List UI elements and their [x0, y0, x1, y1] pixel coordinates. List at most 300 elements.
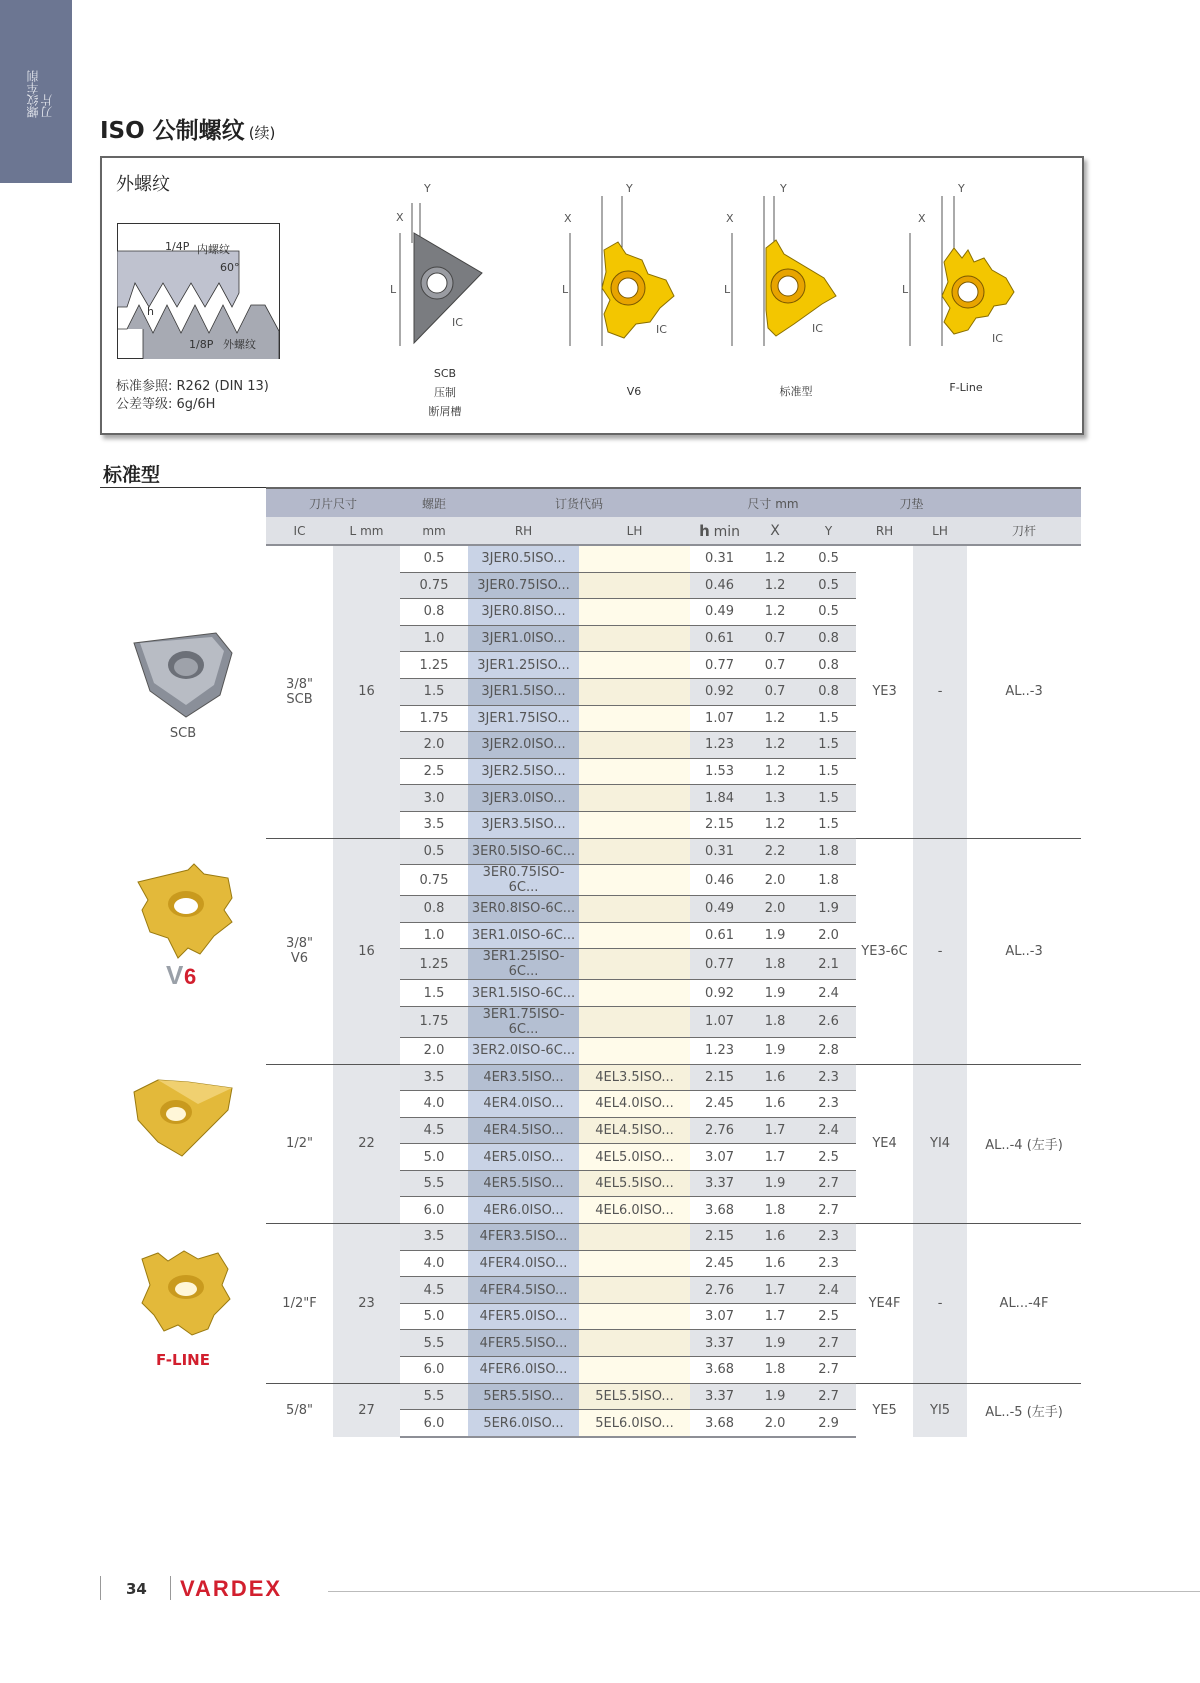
section-title: 标准型 [103, 464, 161, 486]
v6-insert-photo-icon [128, 862, 238, 987]
cell-x: 1.2 [749, 599, 801, 626]
product-label-fline: F-LINE [156, 1351, 210, 1369]
cell-lh-code [579, 1037, 690, 1064]
cell-rh-code: 3ER0.5ISO-6C... [468, 838, 579, 865]
cell-x: 1.9 [749, 1330, 801, 1357]
col-rh: RH [468, 517, 579, 545]
cell-pitch: 1.25 [400, 652, 468, 679]
cell-y: 0.5 [801, 572, 856, 599]
cell-pitch: 4.5 [400, 1277, 468, 1304]
cell-shim-lh: - [913, 1224, 967, 1384]
cell-pitch: 5.5 [400, 1330, 468, 1357]
svg-text:Y: Y [424, 182, 431, 195]
cell-pitch: 3.5 [400, 1064, 468, 1091]
cell-ic: 1/2" [266, 1064, 333, 1224]
cell-hmin: 1.84 [690, 785, 749, 812]
cell-hmin: 0.49 [690, 599, 749, 626]
cell-x: 1.6 [749, 1091, 801, 1118]
cell-y: 1.5 [801, 785, 856, 812]
cell-hmin: 3.68 [690, 1410, 749, 1437]
cell-pitch: 0.75 [400, 572, 468, 599]
cell-y: 2.4 [801, 1117, 856, 1144]
cell-lh-code [579, 732, 690, 759]
insert-drawing-v6 [562, 178, 702, 398]
cell-x: 1.6 [749, 1224, 801, 1251]
cell-y: 2.7 [801, 1330, 856, 1357]
cell-x: 1.9 [749, 1383, 801, 1410]
svg-text:IC: IC [812, 322, 823, 335]
cell-x: 1.9 [749, 922, 801, 949]
table-row [266, 1064, 1081, 1091]
table-row [266, 545, 1081, 572]
cell-rh-code: 3JER0.5ISO... [468, 545, 579, 572]
cell-hmin: 2.76 [690, 1277, 749, 1304]
col-l: L mm [333, 517, 400, 545]
cell-rh-code: 4ER5.0ISO... [468, 1144, 579, 1171]
cell-pitch: 1.0 [400, 625, 468, 652]
cell-x: 1.8 [749, 949, 801, 980]
cell-lh-code: 4EL4.5ISO... [579, 1117, 690, 1144]
col-shim-rh: RH [856, 517, 913, 545]
cell-ic: 3/8" SCB [266, 545, 333, 838]
cell-hmin: 3.68 [690, 1197, 749, 1224]
insert-caption-scb: SCB 压制 断屑槽 [428, 367, 462, 418]
fline-insert-photo-icon [128, 1245, 238, 1345]
cell-rh-code: 4FER5.5ISO... [468, 1330, 579, 1357]
cell-y: 2.3 [801, 1064, 856, 1091]
cell-pitch: 1.0 [400, 922, 468, 949]
cell-y: 2.8 [801, 1037, 856, 1064]
cell-x: 2.0 [749, 896, 801, 923]
cell-holder: AL...-4F [967, 1224, 1081, 1384]
cell-y: 2.7 [801, 1357, 856, 1384]
cell-shim-lh: YI5 [913, 1383, 967, 1437]
cell-rh-code: 3ER2.0ISO-6C... [468, 1037, 579, 1064]
svg-text:外螺纹: 外螺纹 [223, 338, 256, 351]
cell-l: 23 [333, 1224, 400, 1384]
svg-text:X: X [918, 212, 926, 225]
cell-x: 1.2 [749, 758, 801, 785]
cell-pitch: 2.5 [400, 758, 468, 785]
specs-table [266, 487, 1081, 1438]
svg-text:Y: Y [780, 182, 787, 195]
cell-hmin: 1.07 [690, 1006, 749, 1037]
cell-pitch: 6.0 [400, 1410, 468, 1437]
cell-pitch: 6.0 [400, 1197, 468, 1224]
cell-hmin: 1.23 [690, 1037, 749, 1064]
cell-x: 2.0 [749, 865, 801, 896]
cell-y: 1.9 [801, 896, 856, 923]
cell-lh-code [579, 1224, 690, 1251]
cell-hmin: 0.61 [690, 625, 749, 652]
cell-ic: 5/8" [266, 1383, 333, 1437]
svg-text:60°: 60° [220, 261, 240, 274]
cell-hmin: 3.37 [690, 1170, 749, 1197]
col-holder: 刀杆 [967, 517, 1081, 545]
cell-lh-code [579, 1277, 690, 1304]
cell-hmin: 0.46 [690, 572, 749, 599]
cell-y: 2.7 [801, 1383, 856, 1410]
cell-y: 2.7 [801, 1170, 856, 1197]
cell-lh-code [579, 1303, 690, 1330]
cell-x: 1.9 [749, 980, 801, 1007]
cell-pitch: 6.0 [400, 1357, 468, 1384]
cell-shim-rh: YE5 [856, 1383, 913, 1437]
cell-hmin: 2.15 [690, 811, 749, 838]
cell-y: 2.5 [801, 1144, 856, 1171]
cell-pitch: 4.0 [400, 1250, 468, 1277]
cell-hmin: 0.46 [690, 865, 749, 896]
cell-y: 0.5 [801, 545, 856, 572]
cell-rh-code: 3JER2.0ISO... [468, 732, 579, 759]
cell-hmin: 2.45 [690, 1250, 749, 1277]
cell-hmin: 0.92 [690, 980, 749, 1007]
cell-rh-code: 3ER1.5ISO-6C... [468, 980, 579, 1007]
cell-lh-code: 4EL5.5ISO... [579, 1170, 690, 1197]
header-shim: 刀垫 [856, 488, 967, 517]
cell-rh-code: 4ER4.0ISO... [468, 1091, 579, 1118]
v6-insert-icon [562, 178, 702, 348]
side-tab-label: 螺纹车削 刀片 [26, 70, 54, 118]
product-image-scb [118, 625, 248, 741]
svg-text:L: L [724, 283, 731, 296]
info-box-title: 外螺纹 [116, 174, 170, 195]
cell-y: 2.7 [801, 1197, 856, 1224]
cell-pitch: 0.75 [400, 865, 468, 896]
cell-lh-code [579, 838, 690, 865]
svg-text:V: V [166, 960, 184, 987]
scb-insert-icon [390, 178, 500, 348]
cell-lh-code [579, 1006, 690, 1037]
cell-y: 2.4 [801, 980, 856, 1007]
cell-lh-code: 5EL5.5ISO... [579, 1383, 690, 1410]
cell-y: 1.5 [801, 732, 856, 759]
cell-lh-code [579, 922, 690, 949]
cell-rh-code: 4ER6.0ISO... [468, 1197, 579, 1224]
cell-hmin: 0.77 [690, 652, 749, 679]
cell-y: 2.3 [801, 1250, 856, 1277]
svg-text:6: 6 [184, 964, 197, 987]
col-hmin: h min [690, 517, 749, 545]
svg-text:L: L [902, 283, 909, 296]
cell-pitch: 2.0 [400, 732, 468, 759]
cell-lh-code [579, 545, 690, 572]
cell-y: 1.5 [801, 758, 856, 785]
cell-hmin: 3.68 [690, 1357, 749, 1384]
cell-x: 1.7 [749, 1144, 801, 1171]
svg-text:IC: IC [452, 316, 463, 329]
cell-x: 1.2 [749, 705, 801, 732]
header-dimensions: 尺寸 mm [690, 488, 856, 517]
cell-pitch: 5.0 [400, 1303, 468, 1330]
cell-rh-code: 3JER0.8ISO... [468, 599, 579, 626]
cell-rh-code: 3JER3.0ISO... [468, 785, 579, 812]
cell-rh-code: 5ER6.0ISO... [468, 1410, 579, 1437]
cell-rh-code: 5ER5.5ISO... [468, 1383, 579, 1410]
cell-y: 2.9 [801, 1410, 856, 1437]
svg-text:L: L [562, 283, 569, 296]
product-image-fline [118, 1245, 248, 1369]
cell-shim-rh: YE4 [856, 1064, 913, 1224]
insert-caption-fline: F-Line [949, 381, 983, 394]
cell-rh-code: 3ER0.75ISO-6C... [468, 865, 579, 896]
svg-text:内螺纹: 内螺纹 [197, 243, 230, 256]
cell-y: 2.4 [801, 1277, 856, 1304]
cell-y: 1.5 [801, 705, 856, 732]
cell-rh-code: 3JER1.5ISO... [468, 678, 579, 705]
product-image-v6 [118, 862, 248, 991]
insert-drawing-scb [390, 178, 500, 418]
cell-x: 2.2 [749, 838, 801, 865]
cell-pitch: 1.5 [400, 980, 468, 1007]
cell-rh-code: 3JER1.25ISO... [468, 652, 579, 679]
cell-ic: 3/8" V6 [266, 838, 333, 1064]
cell-hmin: 3.37 [690, 1330, 749, 1357]
cell-y: 2.1 [801, 949, 856, 980]
cell-x: 1.7 [749, 1303, 801, 1330]
cell-pitch: 0.5 [400, 545, 468, 572]
cell-l: 22 [333, 1064, 400, 1224]
cell-y: 0.8 [801, 652, 856, 679]
cell-lh-code [579, 572, 690, 599]
header-blank [967, 488, 1081, 517]
table-body [266, 545, 1081, 1437]
cell-hmin: 3.37 [690, 1383, 749, 1410]
cell-pitch: 1.75 [400, 705, 468, 732]
cell-lh-code [579, 980, 690, 1007]
cell-x: 2.0 [749, 1410, 801, 1437]
cell-lh-code: 5EL6.0ISO... [579, 1410, 690, 1437]
cell-holder: AL..-4 (左手) [967, 1064, 1081, 1224]
cell-lh-code [579, 652, 690, 679]
cell-x: 0.7 [749, 678, 801, 705]
header-pitch: 螺距 [400, 488, 468, 517]
table-column-header-row [266, 517, 1081, 545]
section-divider [100, 487, 266, 488]
cell-rh-code: 4ER5.5ISO... [468, 1170, 579, 1197]
cell-rh-code: 3JER2.5ISO... [468, 758, 579, 785]
cell-x: 1.9 [749, 1170, 801, 1197]
cell-pitch: 3.5 [400, 1224, 468, 1251]
cell-x: 1.3 [749, 785, 801, 812]
cell-lh-code [579, 896, 690, 923]
cell-pitch: 1.5 [400, 678, 468, 705]
footer-divider [100, 1576, 101, 1600]
cell-shim-rh: YE3-6C [856, 838, 913, 1064]
cell-pitch: 4.5 [400, 1117, 468, 1144]
cell-l: 27 [333, 1383, 400, 1437]
col-ic: IC [266, 517, 333, 545]
cell-lh-code: 4EL4.0ISO... [579, 1091, 690, 1118]
cell-rh-code: 3JER1.75ISO... [468, 705, 579, 732]
cell-holder: AL..-3 [967, 545, 1081, 838]
cell-ic: 1/2"F [266, 1224, 333, 1384]
cell-pitch: 0.8 [400, 896, 468, 923]
cell-rh-code: 4FER4.0ISO... [468, 1250, 579, 1277]
cell-y: 2.0 [801, 922, 856, 949]
brand-logo: VARDEX [180, 1576, 283, 1601]
cell-rh-code: 4FER4.5ISO... [468, 1277, 579, 1304]
cell-y: 0.5 [801, 599, 856, 626]
cell-x: 0.7 [749, 625, 801, 652]
table-row [266, 838, 1081, 865]
cell-hmin: 2.76 [690, 1117, 749, 1144]
cell-pitch: 1.25 [400, 949, 468, 980]
cell-lh-code [579, 625, 690, 652]
cell-lh-code [579, 1330, 690, 1357]
cell-rh-code: 4FER6.0ISO... [468, 1357, 579, 1384]
cell-hmin: 3.07 [690, 1144, 749, 1171]
standard-reference: 标准参照: R262 (DIN 13) 公差等级: 6g/6H [116, 379, 269, 412]
cell-lh-code [579, 1250, 690, 1277]
cell-lh-code: 4EL5.0ISO... [579, 1144, 690, 1171]
cell-y: 1.8 [801, 838, 856, 865]
header-insert-size: 刀片尺寸 [266, 488, 400, 517]
cell-x: 1.2 [749, 545, 801, 572]
cell-hmin: 0.61 [690, 922, 749, 949]
cell-rh-code: 4FER5.0ISO... [468, 1303, 579, 1330]
cell-pitch: 5.0 [400, 1144, 468, 1171]
cell-holder: AL..-3 [967, 838, 1081, 1064]
cell-rh-code: 3ER1.0ISO-6C... [468, 922, 579, 949]
cell-rh-code: 3JER1.0ISO... [468, 625, 579, 652]
svg-text:Y: Y [626, 182, 633, 195]
cell-hmin: 3.07 [690, 1303, 749, 1330]
cell-pitch: 0.8 [400, 599, 468, 626]
col-lh: LH [579, 517, 690, 545]
cell-l: 16 [333, 838, 400, 1064]
thread-profile-diagram [117, 223, 280, 359]
cell-lh-code: 4EL6.0ISO... [579, 1197, 690, 1224]
cell-rh-code: 4ER4.5ISO... [468, 1117, 579, 1144]
cell-shim-lh: - [913, 838, 967, 1064]
cell-l: 16 [333, 545, 400, 838]
cell-hmin: 2.15 [690, 1064, 749, 1091]
cell-shim-lh: - [913, 545, 967, 838]
footer-divider [170, 1576, 171, 1600]
table-group-header-row [266, 488, 1081, 517]
page-number: 34 [126, 1580, 147, 1598]
svg-text:1/4P: 1/4P [165, 240, 190, 253]
product-image-standard [118, 1070, 248, 1174]
cell-x: 1.8 [749, 1197, 801, 1224]
svg-text:L: L [390, 283, 397, 296]
cell-shim-rh: YE3 [856, 545, 913, 838]
product-label-scb: SCB [169, 726, 197, 741]
col-pitch: mm [400, 517, 468, 545]
cell-x: 1.9 [749, 1037, 801, 1064]
insert-drawing-fline [902, 178, 1042, 394]
cell-pitch: 5.5 [400, 1383, 468, 1410]
cell-hmin: 2.45 [690, 1091, 749, 1118]
cell-hmin: 1.23 [690, 732, 749, 759]
cell-lh-code [579, 865, 690, 896]
svg-text:X: X [396, 211, 404, 224]
cell-hmin: 0.31 [690, 545, 749, 572]
cell-hmin: 0.77 [690, 949, 749, 980]
col-x: X [749, 517, 801, 545]
cell-lh-code: 4EL3.5ISO... [579, 1064, 690, 1091]
cell-lh-code [579, 785, 690, 812]
cell-y: 1.8 [801, 865, 856, 896]
svg-text:IC: IC [656, 323, 667, 336]
svg-text:1/8P: 1/8P [189, 338, 214, 351]
cell-hmin: 0.31 [690, 838, 749, 865]
cell-x: 1.6 [749, 1250, 801, 1277]
svg-text:Y: Y [958, 182, 965, 195]
cell-rh-code: 4FER3.5ISO... [468, 1224, 579, 1251]
cell-x: 1.2 [749, 572, 801, 599]
cell-pitch: 2.0 [400, 1037, 468, 1064]
cell-lh-code [579, 949, 690, 980]
cell-lh-code [579, 678, 690, 705]
cell-y: 2.6 [801, 1006, 856, 1037]
cell-rh-code: 3JER0.75ISO... [468, 572, 579, 599]
cell-x: 0.7 [749, 652, 801, 679]
cell-lh-code [579, 758, 690, 785]
cell-shim-lh: YI4 [913, 1064, 967, 1224]
table-row [266, 1224, 1081, 1251]
cell-x: 1.8 [749, 1357, 801, 1384]
cell-pitch: 4.0 [400, 1091, 468, 1118]
cell-rh-code: 4ER3.5ISO... [468, 1064, 579, 1091]
cell-x: 1.7 [749, 1277, 801, 1304]
insert-caption-v6: V6 [626, 385, 642, 398]
standard-insert-photo-icon [128, 1070, 238, 1170]
cell-hmin: 0.49 [690, 896, 749, 923]
cell-y: 2.5 [801, 1303, 856, 1330]
cell-x: 1.2 [749, 732, 801, 759]
insert-caption-standard: 标准型 [779, 385, 813, 398]
cell-x: 1.8 [749, 1006, 801, 1037]
svg-text:IC: IC [992, 332, 1003, 345]
cell-lh-code [579, 1357, 690, 1384]
svg-text:X: X [564, 212, 572, 225]
cell-pitch: 3.0 [400, 785, 468, 812]
insert-drawing-standard [724, 178, 864, 398]
cell-pitch: 3.5 [400, 811, 468, 838]
cell-hmin: 0.92 [690, 678, 749, 705]
cell-rh-code: 3ER0.8ISO-6C... [468, 896, 579, 923]
cell-lh-code [579, 811, 690, 838]
cell-rh-code: 3ER1.75ISO-6C... [468, 1006, 579, 1037]
footer-rule [328, 1591, 1200, 1592]
col-shim-lh: LH [913, 517, 967, 545]
page-title: ISO 公制螺纹 (续) [100, 118, 276, 144]
cell-shim-rh: YE4F [856, 1224, 913, 1384]
scb-insert-photo-icon [128, 625, 238, 720]
cell-hmin: 1.07 [690, 705, 749, 732]
cell-pitch: 5.5 [400, 1170, 468, 1197]
table-row [266, 1383, 1081, 1410]
info-box [100, 156, 1084, 435]
cell-x: 1.2 [749, 811, 801, 838]
cell-x: 1.7 [749, 1117, 801, 1144]
standard-insert-icon [724, 178, 864, 348]
side-tab [0, 0, 72, 183]
svg-text:X: X [726, 212, 734, 225]
cell-pitch: 0.5 [400, 838, 468, 865]
cell-y: 2.3 [801, 1224, 856, 1251]
cell-pitch: 1.75 [400, 1006, 468, 1037]
col-y: Y [801, 517, 856, 545]
cell-rh-code: 3JER3.5ISO... [468, 811, 579, 838]
fline-insert-icon [902, 178, 1042, 348]
cell-lh-code [579, 599, 690, 626]
cell-hmin: 2.15 [690, 1224, 749, 1251]
cell-y: 1.5 [801, 811, 856, 838]
cell-holder: AL..-5 (左手) [967, 1383, 1081, 1437]
